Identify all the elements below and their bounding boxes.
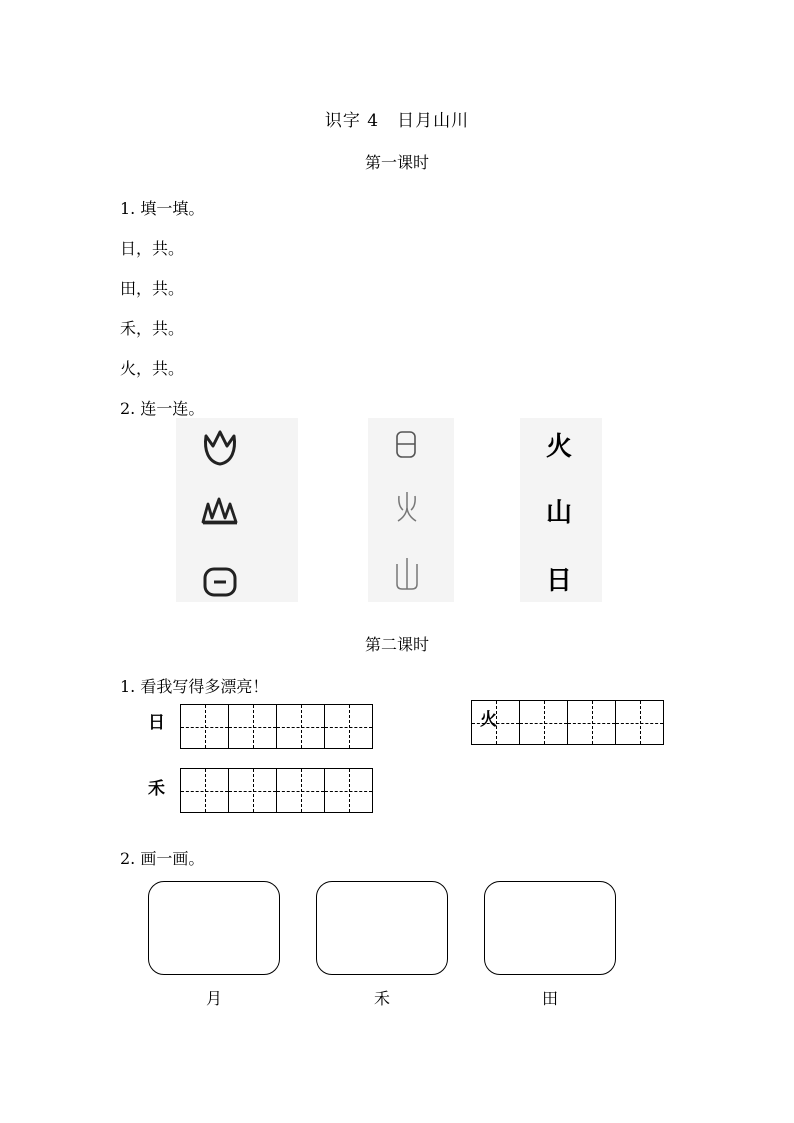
lesson-number: 识字 4 [324,111,380,131]
draw-box-yue[interactable] [148,881,280,975]
grid-cell[interactable] [568,701,616,744]
page-title [0,106,794,131]
draw-box-tian[interactable] [484,881,616,975]
grid-cell[interactable] [181,705,229,748]
grid-cell[interactable] [229,705,277,748]
model-char-huo: 火 [480,710,497,730]
fill-line-3: 禾，共。 [120,319,185,338]
modern-char-ri: 日 [546,566,573,596]
pictograph-panel [176,418,298,602]
q2-draw-label: 2. 画一画。 [120,849,205,868]
draw-box-he[interactable] [316,881,448,975]
draw-label-he: 禾 [373,989,390,1008]
fire-seal-icon [394,490,420,524]
sun-seal-icon [394,430,418,460]
q1-write-label: 1. 看我写得多漂亮！ [120,677,269,696]
section2-heading: 第二课时 [364,635,429,654]
modern-char-panel [520,418,602,602]
fill-line-1: 日，共。 [120,239,185,258]
fill-line-4: 火，共。 [120,359,185,378]
grid-cell[interactable] [277,705,325,748]
lesson-name: 日月山川 [397,111,470,131]
grid-cell[interactable] [229,769,277,812]
writing-grid-huo[interactable] [471,700,664,745]
fire-pictograph-icon [202,428,238,468]
q1-fill-label: 1. 填一填。 [120,199,205,218]
writing-grid-ri[interactable] [180,704,373,749]
modern-char-huo: 火 [546,432,573,462]
mountain-pictograph-icon [200,496,240,526]
grid-cell[interactable] [325,769,373,812]
section1-heading: 第一课时 [364,153,429,172]
fill-line-2: 田，共。 [120,279,185,298]
grid-cell[interactable] [520,701,568,744]
writing-grid-he[interactable] [180,768,373,813]
seal-script-panel [368,418,454,602]
grid-cell[interactable] [277,769,325,812]
q2-connect-label: 2. 连一连。 [120,399,205,418]
sun-pictograph-icon [202,566,238,598]
draw-label-tian: 田 [541,989,558,1008]
mountain-seal-icon [394,556,420,592]
grid-cell[interactable] [181,769,229,812]
draw-label-yue: 月 [205,989,222,1008]
modern-char-shan: 山 [546,498,573,528]
grid-cell-model [472,701,520,744]
grid-cell[interactable] [325,705,373,748]
grid-cell[interactable] [616,701,664,744]
model-char-he: 禾 [148,779,165,799]
model-char-ri: 日 [148,713,165,733]
